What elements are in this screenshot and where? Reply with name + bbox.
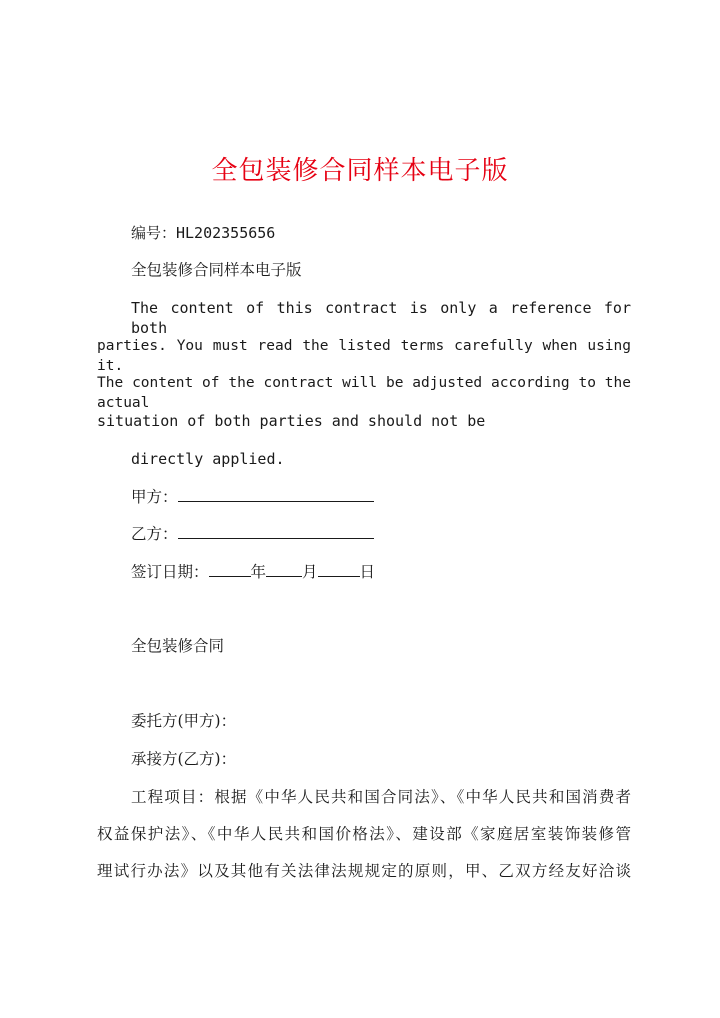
- contract-heading: 全包装修合同: [131, 637, 225, 655]
- party-b-label: 乙方：: [131, 525, 178, 543]
- document-title: 全包装修合同样本电子版: [211, 156, 509, 186]
- document-subtitle: 全包装修合同样本电子版: [131, 261, 302, 279]
- disclaimer-line-5: directly applied.: [131, 450, 285, 468]
- party-a-blank: [178, 486, 374, 502]
- party-b-blank: [178, 523, 374, 539]
- party-a-label: 甲方：: [131, 488, 178, 506]
- disclaimer-line-1: The content of this contract is only a reference for both: [131, 299, 631, 337]
- sign-date-label: 签订日期：: [131, 563, 209, 581]
- document-number: 编号：HL202355656: [131, 224, 276, 242]
- sign-day-blank: [318, 561, 360, 577]
- sign-month-label: 月: [302, 563, 318, 581]
- body-line-2: 权益保护法》、《中华人民共和国价格法》、建设部《家庭居室装饰装修管: [97, 825, 631, 843]
- contractor-label: 承接方(乙方)：: [131, 750, 237, 768]
- disclaimer-line-3: The content of the contract will be adjusted according to the actual: [97, 375, 631, 411]
- party-b-row: [131, 523, 374, 544]
- sign-date-row: [131, 561, 375, 582]
- body-line-3: 理试行办法》以及其他有关法律法规规定的原则，甲、乙双方经友好洽谈: [97, 862, 631, 880]
- body-line-1: 工程项目：根据《中华人民共和国合同法》、《中华人民共和国消费者: [131, 788, 631, 806]
- party-a-row: [131, 486, 374, 507]
- disclaimer-line-2: parties. You must read the listed terms carefully when using it.: [97, 338, 631, 374]
- client-label: 委托方(甲方)：: [131, 712, 237, 730]
- disclaimer-line-4: situation of both parties and should not be: [97, 412, 486, 430]
- sign-month-blank: [266, 561, 302, 577]
- sign-year-label: 年: [250, 563, 267, 581]
- sign-day-label: 日: [359, 563, 376, 581]
- sign-year-blank: [209, 561, 251, 577]
